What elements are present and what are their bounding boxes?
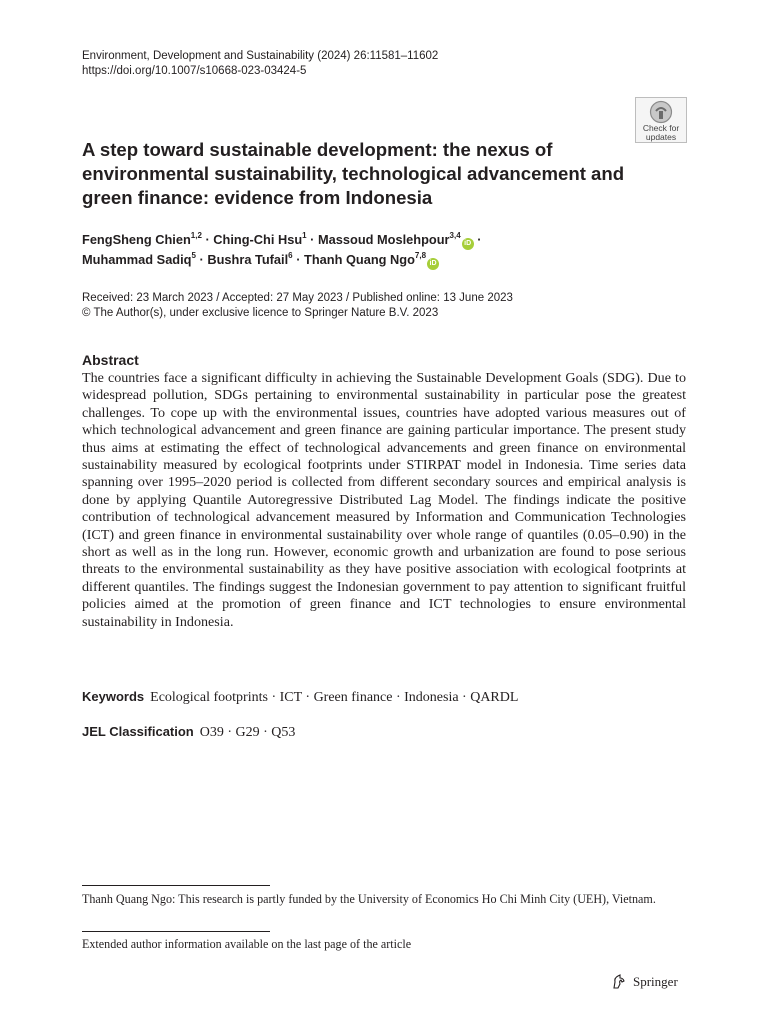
journal-header	[82, 49, 438, 79]
extended-info-footnote: Extended author information available on the last page of the article	[82, 937, 412, 951]
jel-label: JEL Classification	[82, 724, 194, 739]
check-updates-line2: updates	[645, 132, 677, 142]
doi-link[interactable]: https://doi.org/10.1007/s10668-023-03424-5	[82, 65, 307, 77]
author-list	[82, 230, 642, 270]
springer-wordmark: Springer	[633, 974, 678, 989]
abstract-text: The countries face a significant difficulty in achieving the Sustainable Development Goals (SDG). Due to widespread pollution, SDGs pertaining to environmental sustainability in particular pose the greatest challenges. To cope up with the environmental issues, countries have adopted various measures out of which technological advancement and green finance are gaining particular importance. The present study thus aims at estimating the effect of technological advancements and green finance on environmental sustainability measured by ecological footprints under STIRPAT model in Indonesia. Time series data spanning over 1995–2020 period is collected from different secondary sources and empirical analysis is done by applying Quantile Autoregressive Distributed Lag Model. The findings indicate the positive contribution of technological advancement measured by Information and Communication Technologies (ICT) and green finance in environmental sustainability over whole range of quantiles (0.05–0.90) in the short as well as in the long run. However, economic growth and urbanization are found to pose serious threats to the environmental sustainability as they have positive association with ecological footprints at different quantiles. The findings suggest the Indonesian government to pay attention to significant fruitful policies aimed at the promotion of green finance and ICT technologies to ensure environmental sustainability in Indonesia.	[82, 370, 686, 630]
author-name[interactable]: FengSheng Chien	[82, 232, 191, 247]
footnote-divider	[82, 931, 270, 932]
keywords-line	[82, 688, 686, 706]
jel-line	[82, 723, 686, 741]
copyright-line: © The Author(s), under exclusive licence to Springer Nature B.V. 2023	[82, 307, 439, 319]
author-affiliation: 1	[302, 231, 307, 240]
footnote-divider	[82, 885, 270, 886]
jel-text: O39 · G29 · Q53	[199, 725, 296, 740]
author-affiliation: 7,8	[414, 251, 427, 260]
keywords-text: Ecological footprints · ICT · Green finance · Indonesia · QARDL	[150, 690, 519, 705]
funding-footnote: Thanh Quang Ngo: This research is partly funded by the University of Economics Ho Chi Minh City (UEH), Vietnam.	[82, 892, 656, 906]
abstract-heading: Abstract	[82, 352, 139, 368]
journal-citation: Environment, Development and Sustainability (2024) 26:11581–11602	[82, 50, 439, 62]
author-name[interactable]: Massoud Moslehpour	[318, 232, 450, 247]
author-affiliation: 6	[288, 251, 293, 260]
author-name[interactable]: Bushra Tufail	[207, 252, 289, 267]
author-affiliation: 1,2	[190, 231, 202, 240]
author-separator: ·	[199, 252, 204, 267]
received-accepted-published: Received: 23 March 2023 / Accepted: 27 May 2023 / Published online: 13 June 2023	[82, 292, 513, 304]
keywords-label: Keywords	[82, 689, 145, 704]
check-updates-icon	[648, 100, 674, 124]
springer-horse-icon	[610, 973, 628, 991]
author-separator: ·	[310, 232, 315, 247]
author-name[interactable]: Ching-Chi Hsu	[213, 232, 303, 247]
orcid-icon[interactable]: iD	[427, 258, 439, 270]
author-name[interactable]: Muhammad Sadiq	[82, 252, 192, 267]
check-updates-line1: Check for	[642, 123, 680, 133]
springer-logo	[610, 973, 678, 991]
publication-dates	[82, 291, 513, 321]
author-separator: ·	[205, 232, 210, 247]
orcid-icon[interactable]: iD	[462, 238, 474, 250]
check-for-updates-badge[interactable]	[635, 97, 687, 143]
author-separator: ·	[477, 232, 482, 247]
author-name[interactable]: Thanh Quang Ngo	[304, 252, 415, 267]
author-affiliation: 3,4	[449, 231, 461, 240]
author-affiliation: 5	[191, 251, 196, 260]
paper-title: A step toward sustainable development: the nexus of environmental sustainability, technological advancement and green finance: evidence from Indonesia	[82, 139, 625, 208]
author-separator: ·	[296, 252, 301, 267]
